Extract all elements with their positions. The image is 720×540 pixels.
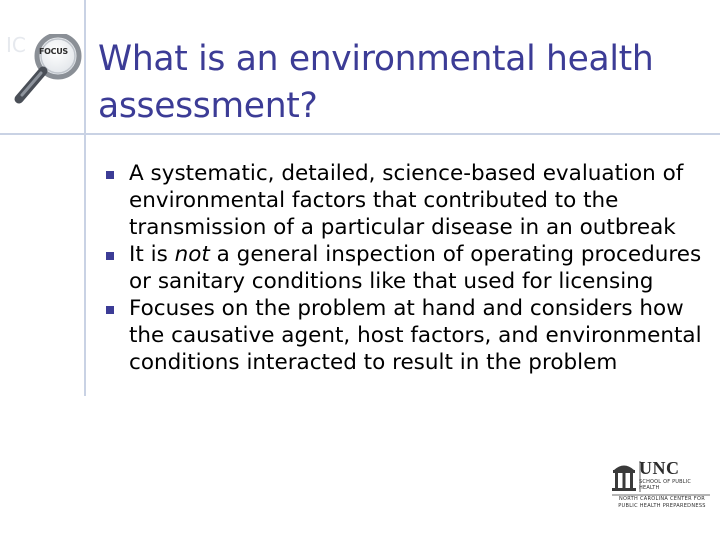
svg-text:IC: IC — [6, 34, 26, 57]
bullet-item — [106, 295, 716, 376]
slide-title: What is an environmental health assessment? — [98, 39, 654, 126]
bullet-text: A systematic, detailed, science-based evaluation of environmental factors that contributed to the transmission of a particular disease in an outbreak — [129, 161, 684, 240]
bullet-item — [106, 241, 716, 295]
bullet-emphasis: not — [174, 242, 210, 267]
bullet-text: It is — [129, 242, 175, 267]
bullet-text: Focuses on the problem at hand and considers how the causative agent, host factors, and environmental conditions interacted to result in the problem — [129, 296, 702, 375]
bullet-text: a general inspection of operating procedures or sanitary conditions like that used for licensing — [129, 242, 702, 294]
square-bullet-icon — [106, 252, 114, 260]
unc-wordmark: UNC — [639, 458, 680, 478]
vertical-rule — [84, 0, 86, 396]
title-underline-rule — [0, 133, 720, 135]
bullet-item — [106, 160, 716, 241]
square-bullet-icon — [106, 171, 114, 179]
center-name-text: NORTH CAROLINA CENTER FOR PUBLIC HEALTH PREPAREDNESS — [618, 496, 706, 509]
unc-school-text: SCHOOL OF PUBLIC HEALTH — [639, 479, 692, 491]
square-bullet-icon — [106, 306, 114, 314]
focus-logo-text: FOCUS — [39, 47, 68, 56]
bullet-list — [106, 160, 716, 376]
